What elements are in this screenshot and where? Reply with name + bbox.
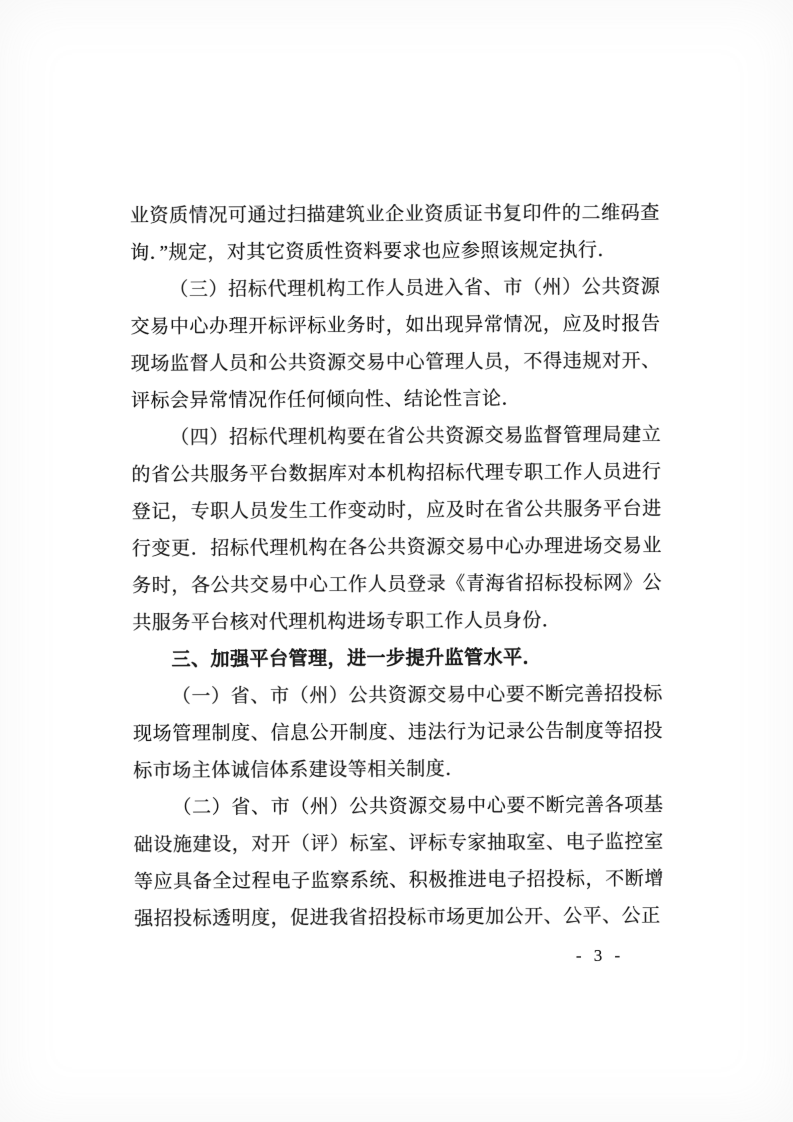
document-body xyxy=(130,194,665,937)
page-number: - 3 - xyxy=(575,945,625,966)
paragraph-item-1: （一）省、市（州）公共资源交易中心要不断完善招投标现场管理制度、信息公开制度、违法行为记录公告制度等招投标市场主体诚信体系建设等相关制度． xyxy=(132,683,664,782)
paragraph-item-2: （二）省、市（州）公共资源交易中心要不断完善各项基础设施建设，对开（评）标室、评标专家抽取室、电子监控室等应具备全过程电子监察系统、积极推进电子招投标，不断增强招投标透明度，促进我省招投标市场更加公开、公平、公正 xyxy=(133,794,664,930)
section-heading: 三、加强平台管理，进一步提升监管水平． xyxy=(171,647,543,671)
paragraph-item-4: （四）招标代理机构要在省公共资源交易监督管理局建立的省公共服务平台数据库对本机构招标代理专职工作人员进行登记，专职人员发生工作变动时，应及时在省公共服务平台进行变更．招标代理机构在各公共资源交易中心办理进场交易业务时，各公共交易中心工作人员登录《青海省招标投标网》公共服务平台核对代理机构进场专职工作人员身份． xyxy=(131,424,663,634)
paragraph-continuation: 业资质情况可通过扫描建筑业企业资质证书复印件的二维码查询．”规定，对其它资质性资料要求也应参照该规定执行． xyxy=(129,202,660,264)
paragraph-item-3: （三）招标代理机构工作人员进入省、市（州）公共资源交易中心办理开标评标业务时，如出现异常情况，应及时报告现场监督人员和公共资源交易中心管理人员，不得违规对开、评标会异常情况作任何倾向性、结论性言论． xyxy=(130,276,661,412)
